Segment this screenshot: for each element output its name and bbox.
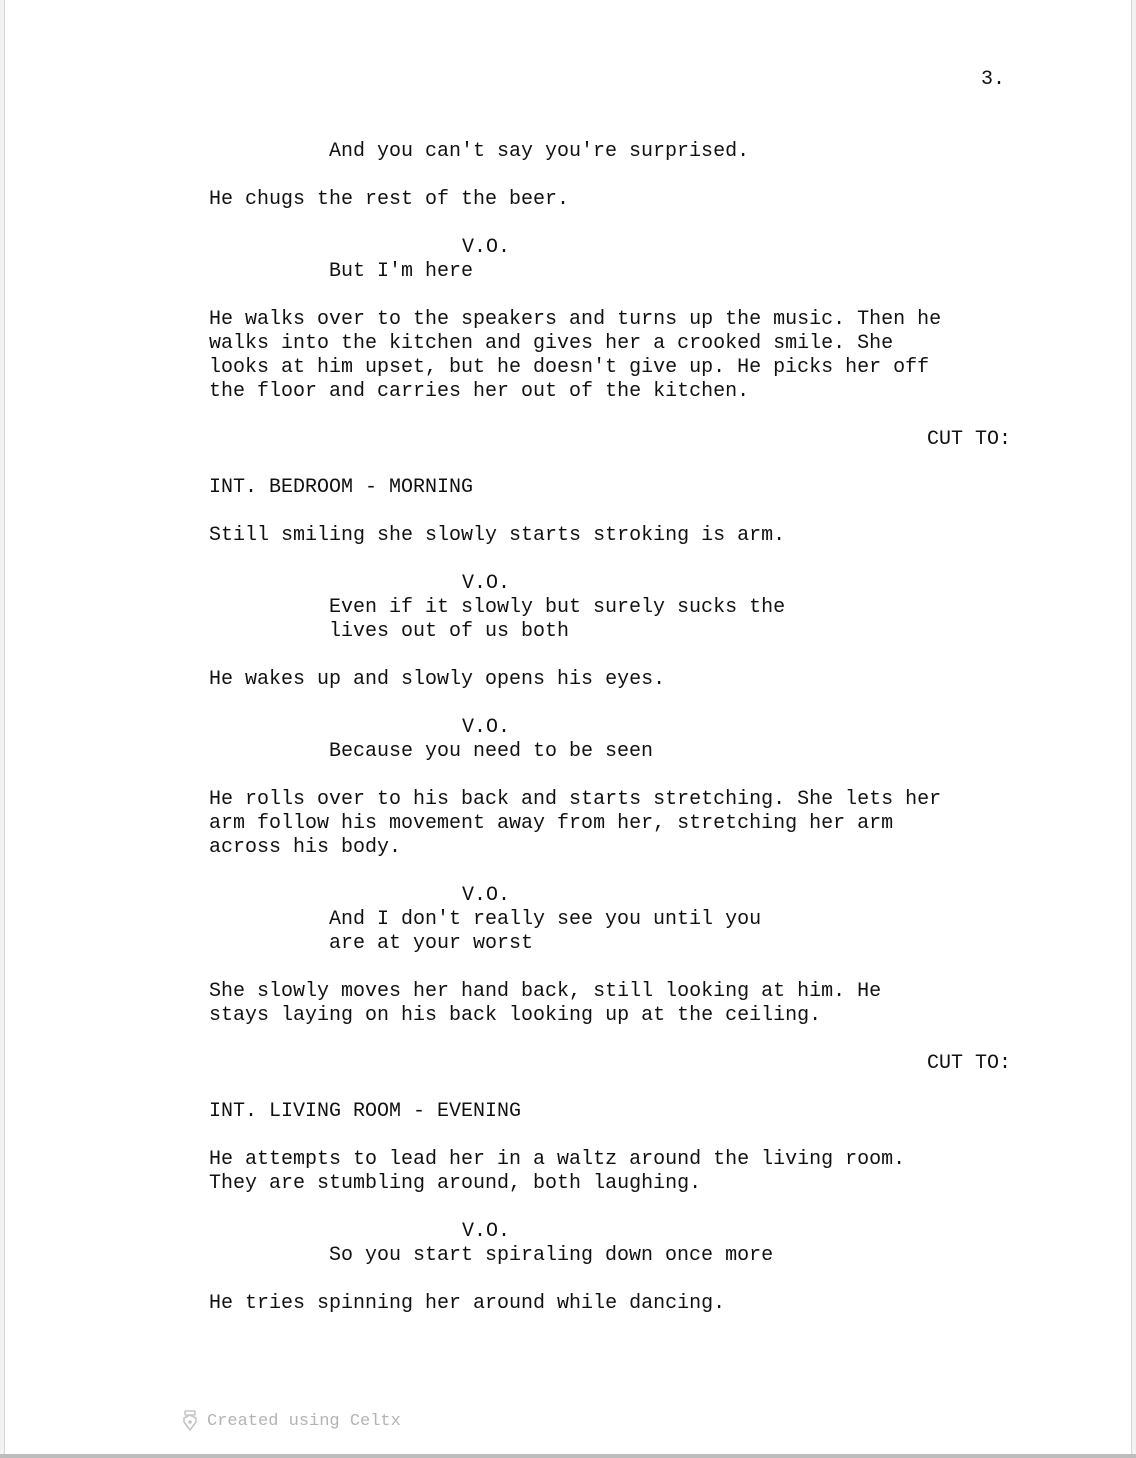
character-cue: V.O.	[462, 884, 511, 907]
dialogue-line: lives out of us both	[329, 620, 570, 643]
action-line: He rolls over to his back and starts stretching. She lets her	[209, 788, 942, 811]
action-line: looks at him upset, but he doesn't give up. He picks her off	[209, 356, 930, 379]
action-line: They are stumbling around, both laughing.	[209, 1172, 702, 1195]
dialogue-line: Even if it slowly but surely sucks the	[329, 596, 786, 619]
character-cue: V.O.	[462, 716, 511, 739]
action-line: arm follow his movement away from her, stretching her arm	[209, 812, 894, 835]
action-line: He tries spinning her around while dancing.	[209, 1292, 726, 1315]
celtx-footer	[181, 1410, 401, 1432]
character-cue: V.O.	[462, 572, 511, 595]
transition: CUT TO:	[927, 1052, 1012, 1075]
character-cue: V.O.	[462, 1220, 511, 1243]
action-line: She slowly moves her hand back, still looking at him. He	[209, 980, 882, 1003]
dialogue-line: So you start spiraling down once more	[329, 1244, 774, 1267]
dialogue-line: But I'm here	[329, 260, 474, 283]
action-line: across his body.	[209, 836, 402, 859]
scene-heading: INT. LIVING ROOM - EVENING	[209, 1100, 522, 1123]
page-bottom-edge	[0, 1454, 1136, 1458]
dialogue-line: Because you need to be seen	[329, 740, 654, 763]
transition: CUT TO:	[927, 428, 1012, 451]
character-cue: V.O.	[462, 236, 511, 259]
action-line: the floor and carries her out of the kitchen.	[209, 380, 750, 403]
page-number: 3.	[981, 68, 1006, 91]
footer-text: Created using Celtx	[207, 1411, 401, 1431]
action-line: He attempts to lead her in a waltz around the living room.	[209, 1148, 906, 1171]
dialogue-line: And I don't really see you until you	[329, 908, 762, 931]
action-line: stays laying on his back looking up at the ceiling.	[209, 1004, 822, 1027]
action-line: He wakes up and slowly opens his eyes.	[209, 668, 666, 691]
dialogue-line: And you can't say you're surprised.	[329, 140, 750, 163]
dialogue-line: are at your worst	[329, 932, 534, 955]
action-line: walks into the kitchen and gives her a crooked smile. She	[209, 332, 894, 355]
action-line: He chugs the rest of the beer.	[209, 188, 570, 211]
celtx-pen-icon	[181, 1410, 199, 1432]
script-page	[4, 0, 1132, 1456]
action-line: Still smiling she slowly starts stroking is arm.	[209, 524, 786, 547]
action-line: He walks over to the speakers and turns up the music. Then he	[209, 308, 942, 331]
scene-heading: INT. BEDROOM - MORNING	[209, 476, 474, 499]
